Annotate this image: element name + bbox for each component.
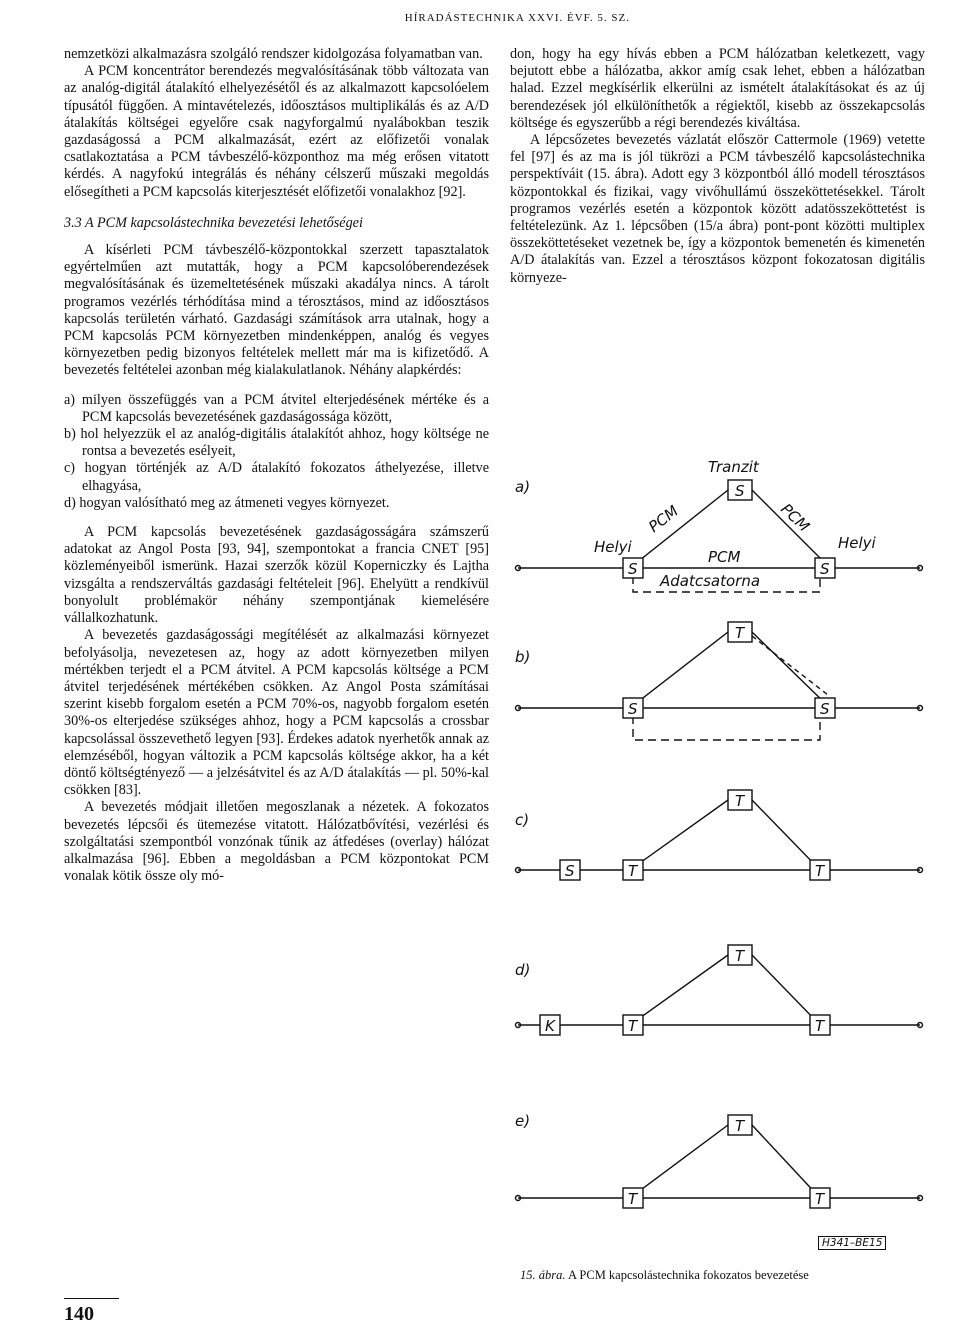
node: S — [820, 700, 830, 718]
paragraph: A bevezetés gazdaságossági megítélését az alkalmazási környezet befolyásolja, nevezetesen az, hogy az adott környezetben milyen mértékben terjedt el a PCM átvitel. A PCM kapcsolás költsége a PCM átvitel terjedésének mértékében csökken. Az Angol Posta számításai szerint kisebb forgalom esetén a PCM 70%-os, nagyobb forgalom esetén 30%-os elterjedése szükséges ahhoz, hogy a PCM kapcsolás a crossbar kapcsolással összevethető legyen [93]. Érdekes adatok nyerhetők annak az elemzéséből, hogyan változik a PCM kapcsolás költsége akkor, ha a két döntő költségtényező — a jelzésátvitel és az A/D átalakítás — pl. 50%-kal csökken [83]. — [64, 627, 489, 799]
list-item: a) milyen összefüggés van a PCM átvitel elterjedésének mértéke és a PCM kapcsolás bevezetésének gazdaságossága között, — [64, 391, 489, 425]
panel-label: b) — [515, 648, 531, 666]
caption-number: 15. ábra. — [520, 1268, 566, 1282]
right-column — [510, 46, 925, 287]
panel-label: d) — [515, 961, 531, 979]
node: S — [735, 482, 745, 500]
edge-label: PCM — [777, 499, 814, 536]
helyi-label: Helyi — [838, 534, 876, 552]
data-link-label: Adatcsatorna — [660, 572, 761, 590]
tranzit-label: Tranzit — [708, 458, 759, 476]
node: S — [565, 862, 575, 880]
node: K — [545, 1017, 555, 1035]
panel-label: a) — [515, 478, 531, 496]
node: T — [628, 1017, 638, 1035]
figure-15 — [510, 440, 930, 1260]
node: T — [735, 1117, 745, 1135]
panel-label: c) — [515, 811, 530, 829]
helyi-label: Helyi — [594, 538, 632, 556]
node: T — [815, 1017, 825, 1035]
running-header: HÍRADÁSTECHNIKA XXVI. ÉVF. 5. SZ. — [404, 12, 630, 24]
node: S — [628, 700, 638, 718]
list-item: b) hol helyezzük el az analóg-digitális átalakítót ahhoz, hogy költsége ne rontsa a bevezetés esélyeit, — [64, 426, 489, 460]
paragraph: A lépcsőzetes bevezetés vázlatát először Cattermole (1969) vetette fel [97] és az ma is jól tükrözi a PCM távbeszélő kapcsolástechnika perspektíváit (15. ábra). Adott egy 3 központból álló modell térosztásos központokkal és fizikai, vagy vivőhullámú összeköttetésekkel. Tárolt programos vezérlés esetén a központok között adatösszeköttetést is feltételezünk. Az 1. lépcsőben (15/a ábra) pont-pont közötti multiplex összeköttetéseket vezetnek be, így a központok bemenetén és kimenetén A/D átalakítás van. Ezzel a térosztásos központ fokozatosan digitális környeze- — [510, 132, 925, 286]
figure-caption — [520, 1268, 809, 1283]
footer-rule — [64, 1298, 119, 1299]
caption-text: A PCM kapcsolástechnika fokozatos bevezetése — [567, 1268, 809, 1282]
paragraph: A bevezetés módjait illetően megoszlanak a nézetek. A fokozatos bevezetés lépcsői és ütemezése vitatott. Hálózatbővítési, vezérlési és szolgáltatási szempontból vonzónak tűnik az átfedéses (overlay) hálózat alkalmazása [96]. Ebben a megoldásban a PCM központokat PCM vonalak kötik össze oly mó- — [64, 799, 489, 885]
panel-label: e) — [515, 1112, 531, 1130]
page-number: 140 — [64, 1303, 94, 1325]
node: T — [735, 792, 745, 810]
node: T — [735, 947, 745, 965]
node: S — [628, 560, 638, 578]
paragraph: A kísérleti PCM távbeszélő-központokkal szerzett tapasztalatok egyértelműen azt mutatták, hogy a PCM kapcsolóberendezések megvalósításának és üzemeltetésének műszaki akadálya nincs. A tárolt programos vezérlés térhódítása mind a térosztásos, mind az időosztásos kapcsolás területén várható. Gazdasági számítások arra utalnak, hogy a PCM kapcsolás PCM környezetben mindenképpen, analóg és vegyes környezetben pedig bizonyos feltételek mellett már ma is kifizetődő. A bevezetés feltételei azonban még kialakulatlanok. Néhány alapkérdés: — [64, 242, 489, 379]
node: T — [628, 862, 638, 880]
question-list — [64, 392, 489, 512]
left-column — [64, 46, 489, 885]
node: T — [815, 1190, 825, 1208]
edge-label: PCM — [645, 501, 682, 537]
node: S — [820, 560, 830, 578]
node: T — [735, 624, 745, 642]
node: T — [628, 1190, 638, 1208]
list-item: d) hogyan valósítható meg az átmeneti vegyes környezet. — [64, 494, 390, 511]
figure-code: H341–BE15 — [818, 1236, 886, 1250]
list-item: c) hogyan történjék az A/D átalakító fokozatos áthelyezése, illetve elhagyása, — [64, 460, 489, 494]
edge-label: PCM — [708, 548, 741, 566]
node: T — [815, 862, 825, 880]
paragraph: nemzetközi alkalmazásra szolgáló rendszer kidolgozása folyamatban van. — [64, 46, 483, 62]
paragraph: A PCM kapcsolás bevezetésének gazdaságosságára számszerű adatokat az Angol Posta [93, 94], szempontokat a francia CNET [95] közleményeiből ismerünk. Hazai szerzők közül Koperniczky és Lajtha vizsgálta a rendszerváltás gazdasági feltételeit [96]. Ehelyütt a rendkívül bonyolult problémakör néhány szempontjának kiemelésére vállalkozhatunk. — [64, 524, 489, 627]
paragraph: A PCM koncentrátor berendezés megvalósításának több változata van az analóg-digitál átalakító elhelyezésétől és az alkalmazott kapcsolóelem típusától függően. A mintavételezés, időosztásos multiplikálás és az A/D átalakítás költségei egyelőre csak nagyforgalmú nyalábokban teszik gazdaságossá a PCM alkalmazását, ezért az előfizetői vonalak csatlakoztatása a PCM távbeszélő-központhoz ma még erősen vitatott kérdés. A nagyfokú integrálás és néhány célszerű műszaki megoldás elősegítheti a PCM kapcsolás kiterjesztését előfizetői vonalakhoz [92]. — [64, 63, 489, 200]
section-heading: 3.3 A PCM kapcsolástechnika bevezetési lehetőségei — [64, 214, 363, 231]
paragraph: don, hogy ha egy hívás ebben a PCM hálózatban keletkezett, vagy bejutott ebbe a hálózatba, akkor amíg csak lehet, ebben a hálózatban halad. Ezzel megkísérlik elkerülni az ismételt átalakításokat és az új berendezések jól elkülöníthetők a régiektől, kisebb az összekapcsolás költsége és egyszerűbb a régi berendezés kiváltása. — [510, 46, 925, 131]
